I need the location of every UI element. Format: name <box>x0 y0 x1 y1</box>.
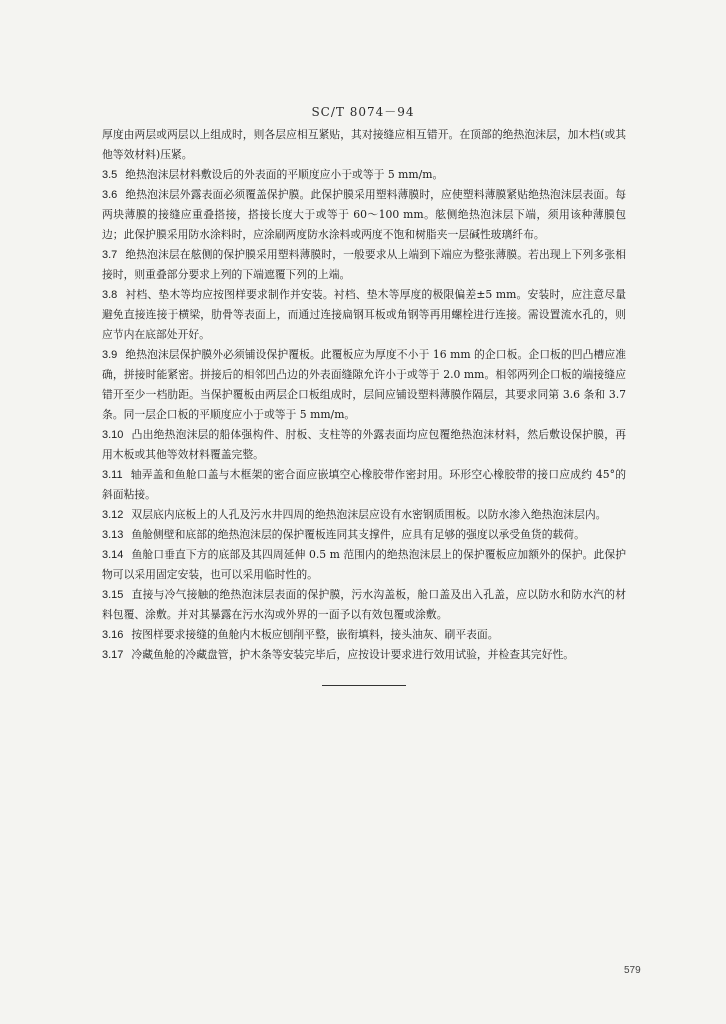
paragraph-continuation <box>102 125 626 165</box>
clause-text: 直接与冷气接触的绝热泡沫层表面的保护膜，污水沟盖板，舱口盖及出入孔盖，应以防水和防水汽的材料包覆、涂敷。并对其暴露在污水沟或外界的一面予以有效包覆或涂敷。 <box>102 588 626 621</box>
clause-text: 按图样要求接缝的鱼舱内木板应刨削平整，嵌衔填料，接头油灰、刷平表面。 <box>131 628 499 641</box>
clause-number: 3.17 <box>102 649 124 661</box>
clause-text: 绝热泡沫层材料敷设后的外表面的平顺度应小于或等于 5 mm/m。 <box>125 168 444 181</box>
clause-3-10 <box>102 425 626 465</box>
clause-number: 3.6 <box>102 189 118 201</box>
clause-3-12 <box>102 505 626 525</box>
clause-number: 3.9 <box>102 349 118 361</box>
clause-number: 3.10 <box>102 429 124 441</box>
clause-number: 3.5 <box>102 169 118 181</box>
clause-text: 衬档、垫木等均应按图样要求制作并安装。衬档、垫木等厚度的极限偏差±5 mm。安装时，应注意尽量避免直接连接于横梁，肋骨等表面上，而通过连接扁钢耳板或角钢等再用螺栓进行连接。需设置流水孔的，则应节内在底部处开好。 <box>102 288 626 341</box>
clause-3-5 <box>102 165 626 185</box>
document-code-header: SC/T 8074－94 <box>311 105 415 119</box>
clause-number: 3.12 <box>102 509 124 521</box>
clause-number: 3.13 <box>102 529 124 541</box>
paragraph-text: 厚度由两层或两层以上组成时，则各层应相互紧贴，其对接缝应相互错开。在顶部的绝热泡沫层，加木档(或其他等效材料)压紧。 <box>102 128 626 161</box>
clause-text: 双层底内底板上的人孔及污水井四周的绝热泡沫层应设有水密钢质围板。以防水渗入绝热泡沫层内。 <box>131 508 607 521</box>
clause-text: 绝热泡沫层外露表面必须覆盖保护膜。此保护膜采用塑料薄膜时，应使塑料薄膜紧贴绝热泡沫层表面。每两块薄膜的接缝应重叠搭接，搭接长度大于或等于 60～100 mm。舷侧绝热泡沫层下端，须用该种薄膜包边；此保护膜采用防水涂料时，应涂刷两度防水涂料或两度不饱和树脂夹一层碱性玻璃纤布。 <box>102 188 626 241</box>
end-divider-line <box>322 685 406 686</box>
clause-text: 冷藏鱼舱的冷藏盘管，护木条等安装完毕后，应按设计要求进行效用试验，并检查其完好性。 <box>131 648 575 661</box>
clause-3-6 <box>102 185 626 245</box>
clause-3-9 <box>102 345 626 425</box>
clause-number: 3.7 <box>102 249 118 261</box>
clause-text: 轴弄盖和鱼舱口盖与木框架的密合面应嵌填空心橡胶带作密封用。环形空心橡胶带的接口应成约 45°的斜面粘接。 <box>102 468 626 501</box>
clause-number: 3.15 <box>102 589 124 601</box>
clause-text: 鱼舱侧壁和底部的绝热泡沫层的保护覆板连同其支撑件，应具有足够的强度以承受鱼货的载荷。 <box>131 528 585 541</box>
clause-3-16 <box>102 625 626 645</box>
clause-text: 绝热泡沫层在舷侧的保护膜采用塑料薄膜时，一般要求从上端到下端应为整张薄膜。若出现上下列多张相接时，则重叠部分要求上列的下端遮覆下列的上端。 <box>102 248 626 281</box>
clause-3-7 <box>102 245 626 285</box>
clause-3-8 <box>102 285 626 345</box>
clause-number: 3.8 <box>102 289 118 301</box>
clause-3-17 <box>102 645 626 665</box>
clause-3-11 <box>102 465 626 505</box>
clause-number: 3.11 <box>102 469 123 481</box>
clause-3-14 <box>102 545 626 585</box>
clause-3-15 <box>102 585 626 625</box>
document-body <box>102 125 626 665</box>
clause-text: 绝热泡沫层保护膜外必须铺设保护覆板。此覆板应为厚度不小于 16 mm 的企口板。企口板的凹凸槽应准确，拼接时能紧密。拼接后的相邻凹凸边的外表面缝隙允许小于或等于 2.0 mm。相邻两列企口板的端接缝应错开至少一档肋距。当保护覆板由两层企口板组成时，层间应铺设塑料薄膜作隔层，其要求同第 3.6 条和 3.7 条。同一层企口板的平顺度应小于或等于 5 mm/m。 <box>102 348 626 421</box>
page-number: 579 <box>624 965 641 976</box>
clause-number: 3.14 <box>102 549 124 561</box>
clause-text: 鱼舱口垂直下方的底部及其四周延伸 0.5 m 范围内的绝热泡沫层上的保护覆板应加额外的保护。此保护物可以采用固定安装，也可以采用临时性的。 <box>102 548 626 581</box>
clause-3-13 <box>102 525 626 545</box>
clause-text: 凸出绝热泡沫层的船体强构件、肘板、支柱等的外露表面均应包覆绝热泡沫材料，然后敷设保护膜，再用木板或其他等效材料覆盖完整。 <box>102 428 626 461</box>
clause-number: 3.16 <box>102 629 124 641</box>
